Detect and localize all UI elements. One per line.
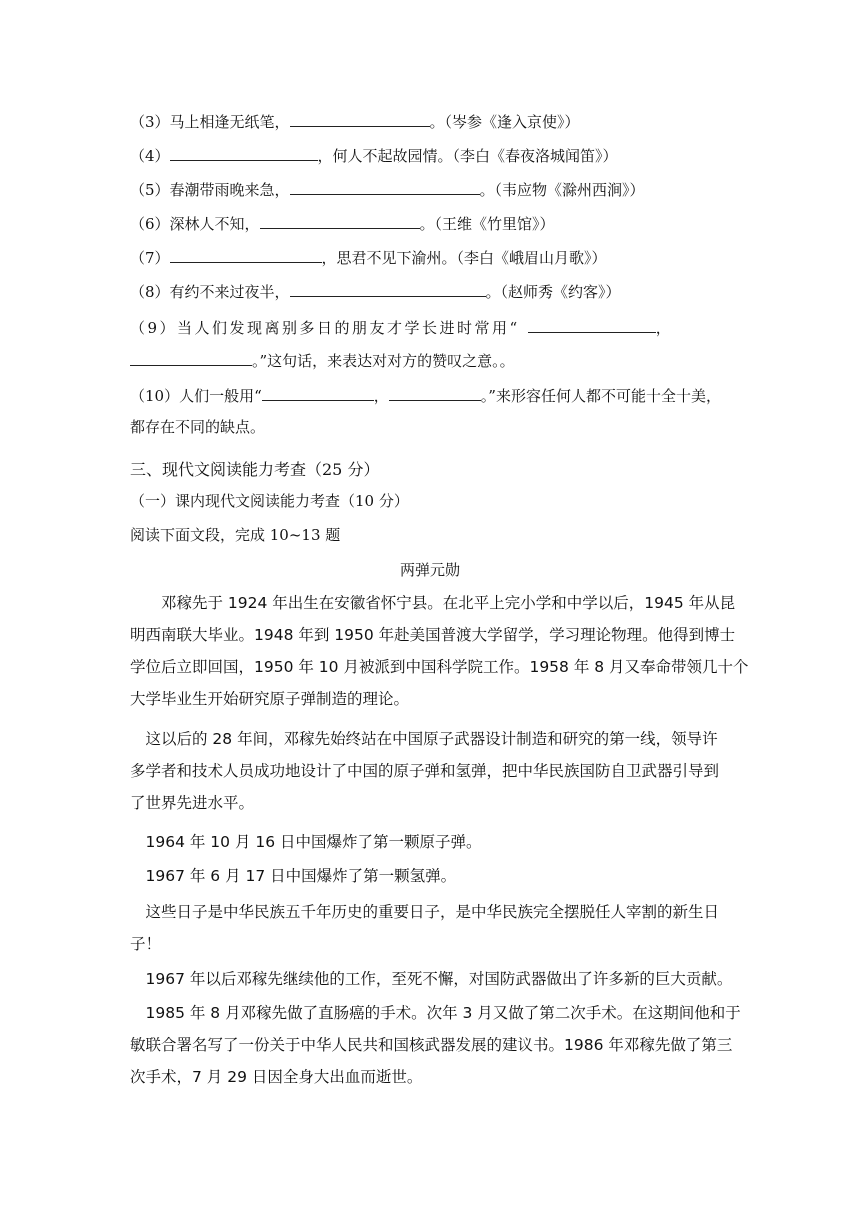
paragraph-line: 1964 年 10 月 16 日中国爆炸了第一颗原子弹。 (130, 833, 482, 851)
passage-paragraph-1 (130, 587, 749, 715)
question-3 (130, 111, 580, 132)
q3-answer-blank[interactable] (290, 111, 430, 127)
q9-suffix: 。”这句话，来表达对对方的赞叹之意。。 (252, 352, 515, 370)
q6-prefix: （6）深林人不知， (130, 215, 260, 233)
paragraph-line: 次手术，7 月 29 日因全身大出血而逝世。 (130, 1068, 423, 1086)
q7-prefix: （7） (130, 249, 170, 267)
question-9-line2 (130, 350, 515, 371)
section-3-heading: 三、现代文阅读能力考查（25 分） (130, 460, 380, 479)
q6-suffix: 。（王维《竹里馆》） (419, 215, 555, 233)
passage-paragraph-5 (130, 896, 740, 960)
q8-suffix: 。（赵师秀《约客》） (485, 283, 621, 301)
passage-paragraph-4 (130, 860, 740, 892)
q10-suffix: 。”来形容任何人都不可能十全十美， (480, 387, 721, 405)
q3-prefix: （3）马上相逢无纸笔， (130, 113, 290, 131)
section-3-subheading: （一）课内现代文阅读能力考查（10 分） (130, 492, 409, 510)
paragraph-line: 学位后立即回国，1950 年 10 月被派到中国科学院工作。1958 年 8 月又奉命带领几十个 (130, 658, 749, 676)
q10-mid: ， (373, 387, 389, 405)
paragraph-line: 多学者和技术人员成功地设计了中国的原子弹和氢弹，把中华民族国防自卫武器引导到 (130, 762, 720, 780)
question-9-line1 (130, 317, 673, 338)
q9-answer-blank-1[interactable] (528, 317, 656, 333)
q4-suffix: ，何人不起故园情。（李白《春夜洛城闻笛》） (317, 147, 618, 165)
passage-title: 两弹元勋 (399, 561, 460, 579)
paragraph-line: 明西南联大毕业。1948 年到 1950 年赴美国普渡大学留学，学习理论物理。他得到博士 (130, 626, 736, 644)
paragraph-line: 这以后的 28 年间，邓稼先始终站在中国原子武器设计制造和研究的第一线，领导许 (130, 730, 718, 748)
paragraph-line: 敏联合署名写了一份关于中华人民共和国核武器发展的建议书。1986 年邓稼先做了第三 (130, 1036, 733, 1054)
question-4 (130, 145, 618, 166)
question-10-line2 (130, 417, 265, 437)
q10-line2: 都存在不同的缺点。 (130, 418, 266, 436)
q9-comma: ， (655, 319, 674, 337)
q4-answer-blank[interactable] (170, 145, 318, 161)
q7-suffix: ，思君不见下渝州。（李白《峨眉山月歌》） (321, 249, 607, 267)
passage-paragraph-2 (130, 723, 740, 819)
paragraph-line: 了世界先进水平。 (130, 794, 255, 812)
passage-paragraph-7 (130, 997, 740, 1093)
q10-prefix: （10）人们一般用“ (130, 387, 262, 405)
q4-prefix: （4） (130, 147, 170, 165)
paragraph-line: 子！ (130, 935, 162, 953)
question-5 (130, 179, 645, 200)
question-6 (130, 213, 555, 234)
paragraph-line: 邓稼先于 1924 年出生在安徽省怀宁县。在北平上完小学和中学以后，1945 年从昆 (130, 594, 736, 612)
q9-answer-blank-2[interactable] (130, 350, 252, 366)
paragraph-line: 1985 年 8 月邓稼先做了直肠癌的手术。次年 3 月又做了第二次手术。在这期间他和于 (130, 1004, 741, 1022)
reading-instruction: 阅读下面文段，完成 10~13 题 (130, 526, 341, 544)
q8-prefix: （8）有约不来过夜半， (130, 283, 290, 301)
question-7 (130, 247, 607, 268)
question-10-line1 (130, 385, 721, 406)
q10-answer-blank-2[interactable] (389, 385, 481, 401)
passage-paragraph-6 (130, 963, 740, 995)
paragraph-line: 大学毕业生开始研究原子弹制造的理论。 (130, 690, 410, 708)
question-8 (130, 281, 621, 302)
paragraph-line: 1967 年以后邓稼先继续他的工作，至死不懈，对国防武器做出了许多新的巨大贡献。 (130, 970, 733, 988)
paragraph-line: 这些日子是中华民族五千年历史的重要日子，是中华民族完全摆脱任人宰割的新生日 (130, 903, 720, 921)
q10-answer-blank-1[interactable] (262, 385, 374, 401)
q5-prefix: （5）春潮带雨晚来急， (130, 181, 290, 199)
q6-answer-blank[interactable] (260, 213, 420, 229)
q5-answer-blank[interactable] (290, 179, 480, 195)
q5-suffix: 。（韦应物《滁州西涧》） (479, 181, 645, 199)
q3-suffix: 。（岑参《逢入京使》） (429, 113, 580, 131)
paragraph-line: 1967 年 6 月 17 日中国爆炸了第一颗氢弹。 (130, 867, 457, 885)
passage-paragraph-3 (130, 826, 740, 858)
q7-answer-blank[interactable] (170, 247, 322, 263)
q8-answer-blank[interactable] (290, 281, 486, 297)
q9-prefix: （9）当人们发现离别多日的朋友才学长进时常用“ (130, 319, 520, 337)
